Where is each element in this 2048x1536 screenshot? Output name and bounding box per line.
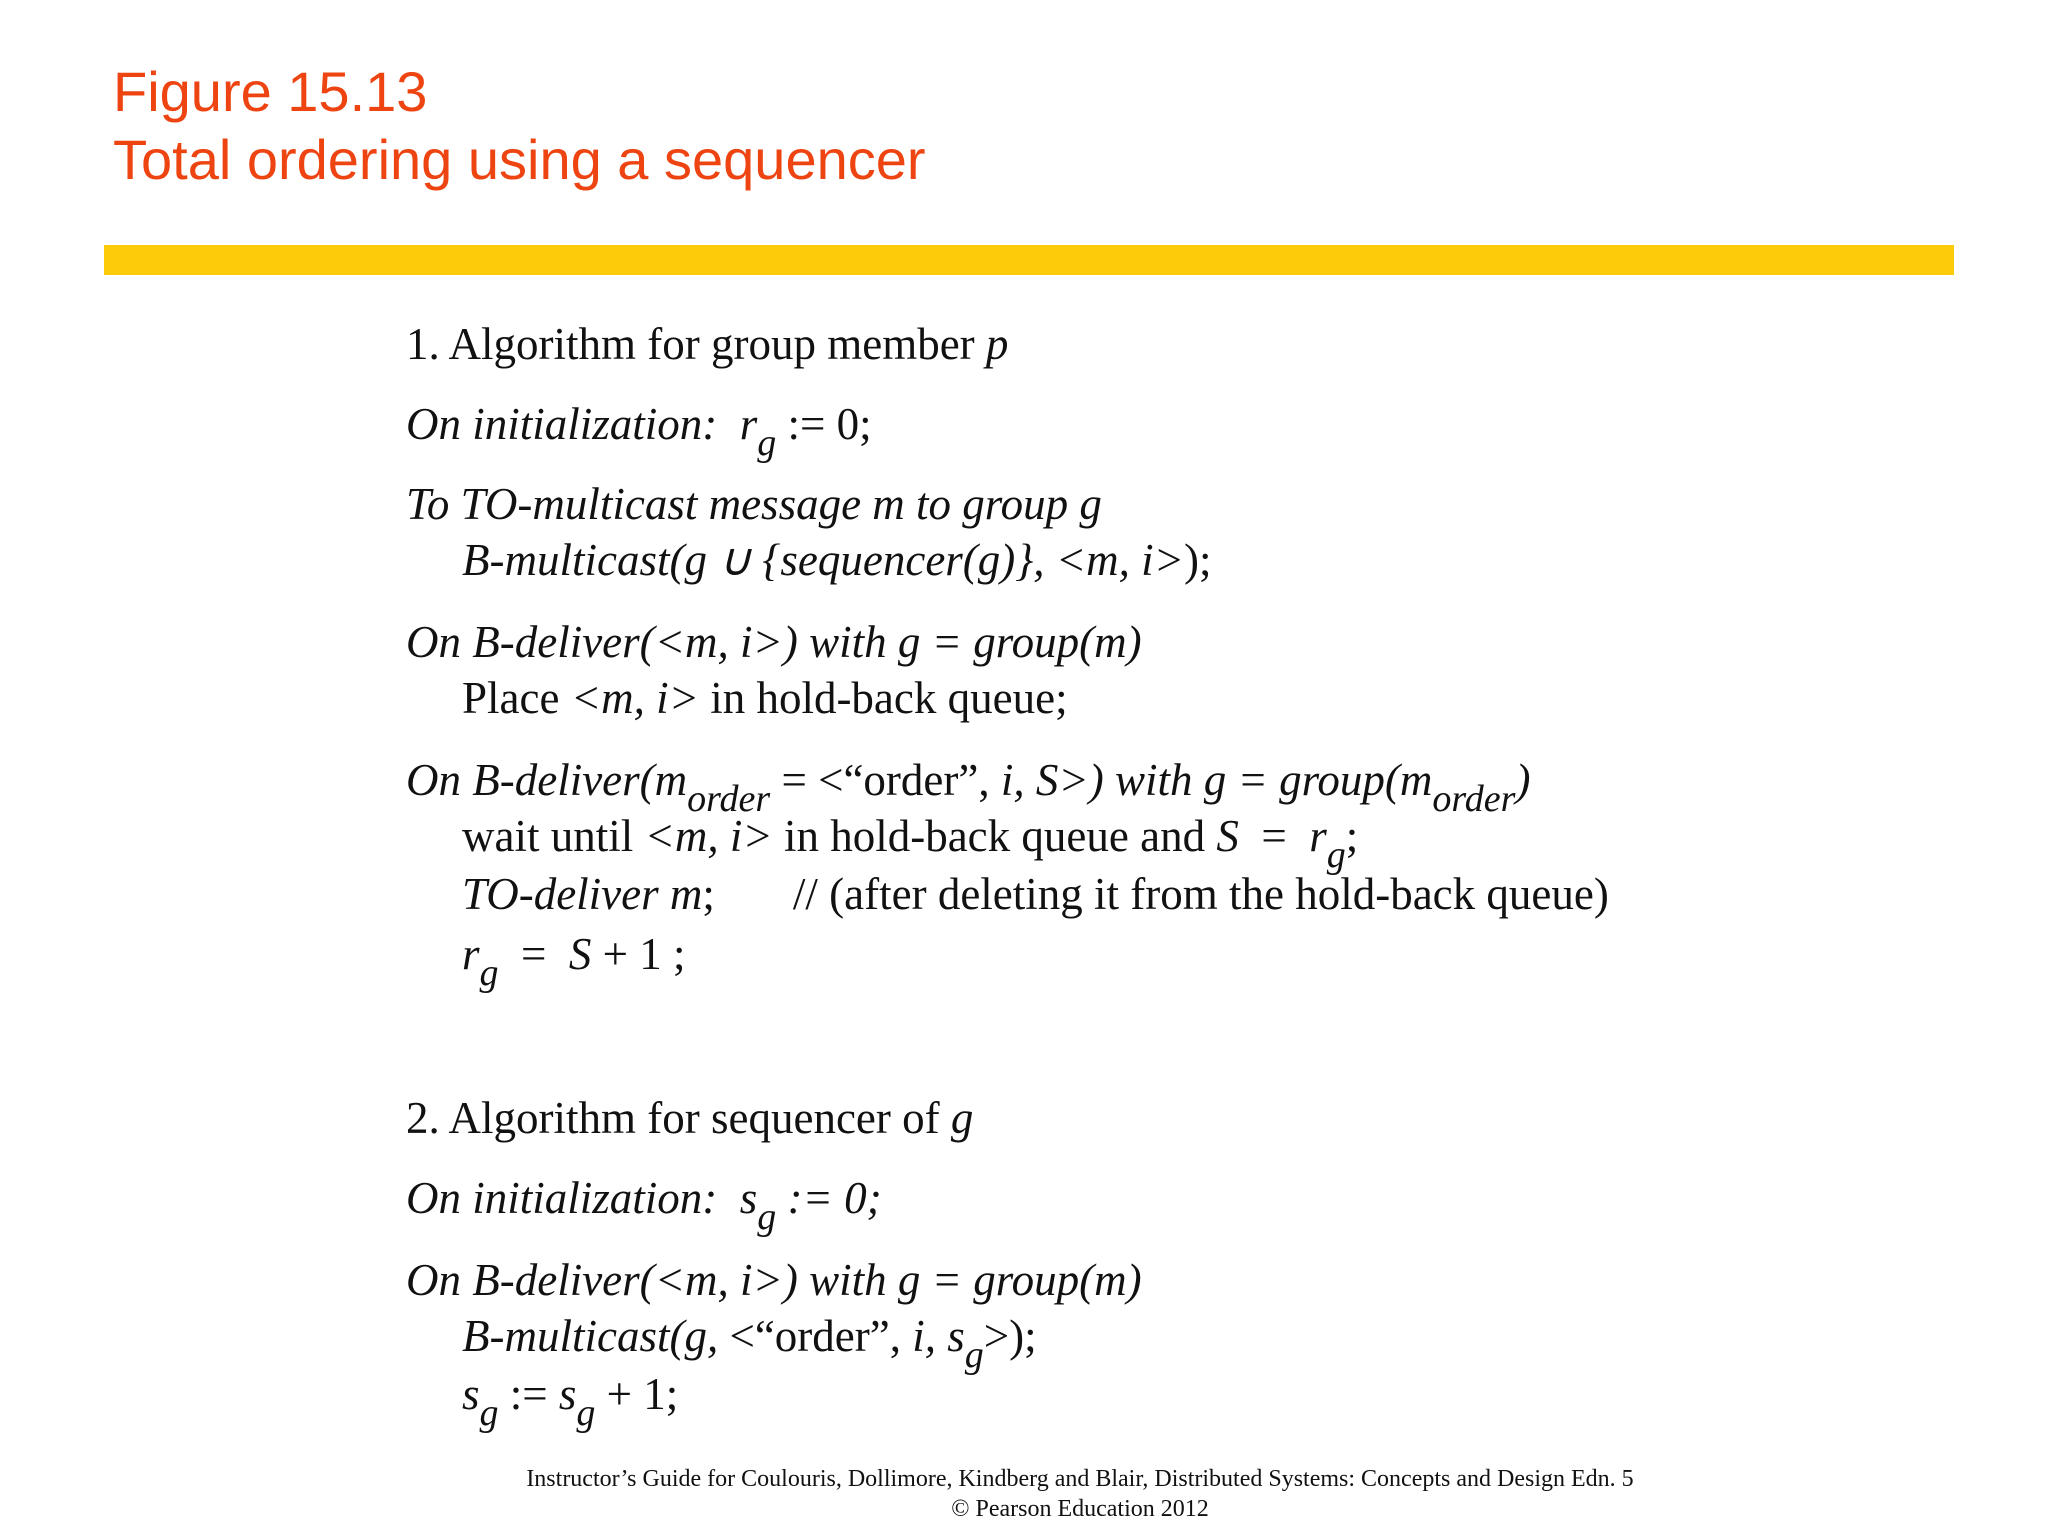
section1-on-deliver-line: On B-deliver(<m, i>) with g = group(m) [406, 617, 1142, 667]
section2-init-line: On initialization: $s_g$ := 0; [406, 1173, 882, 1238]
footer-citation: Instructor’s Guide for Coulouris, Dollimore, Kindberg and Blair, Distributed Systems: Concepts and Design Edn. 5 [526, 1466, 1634, 1492]
section1-place-line: Place <m, i> in hold-back queue; [462, 673, 1068, 723]
footer-copyright: © Pearson Education 2012 [951, 1496, 1209, 1522]
section1-update-r-line: $r_g = S + 1$ ; [462, 929, 686, 994]
footer [0, 1464, 2048, 1524]
section1-to-multicast-line: To TO-multicast message m to group g [406, 479, 1102, 529]
section1-init-line: On initialization: $r_g$ := 0; [406, 399, 872, 464]
figure-caption: Total ordering using a sequencer [113, 128, 926, 191]
section2-b-multicast-line: B-multicast(g, <“order”, i, $s_g>$); [462, 1311, 1037, 1376]
title-divider-bar [104, 245, 1954, 275]
section2-on-deliver-line: On B-deliver(<m, i>) with g = group(m) [406, 1255, 1142, 1305]
section1-wait-line: wait until <m, i> in hold-back queue and $S = r_g$; [462, 811, 1359, 876]
figure-number: Figure 15.13 [113, 60, 428, 123]
section1-b-multicast-line: B-multicast(g ∪ {sequencer(g)}, <m, i>); [462, 535, 1212, 585]
section2-update-s-line: $s_g$ := $s_g + 1$; [462, 1369, 679, 1434]
section1-heading: 1. Algorithm for group member p [406, 319, 1009, 369]
section2-heading: 2. Algorithm for sequencer of g [406, 1093, 974, 1143]
section1-on-order-line: On $B-deliver(m_{order}$ = <“order”, i, S>) with $g = group(m_{order})$ [406, 755, 1531, 820]
section1-to-deliver-line: TO-deliver m; // (after deleting it from the hold-back queue) [462, 869, 1609, 919]
figure-title [113, 58, 926, 194]
